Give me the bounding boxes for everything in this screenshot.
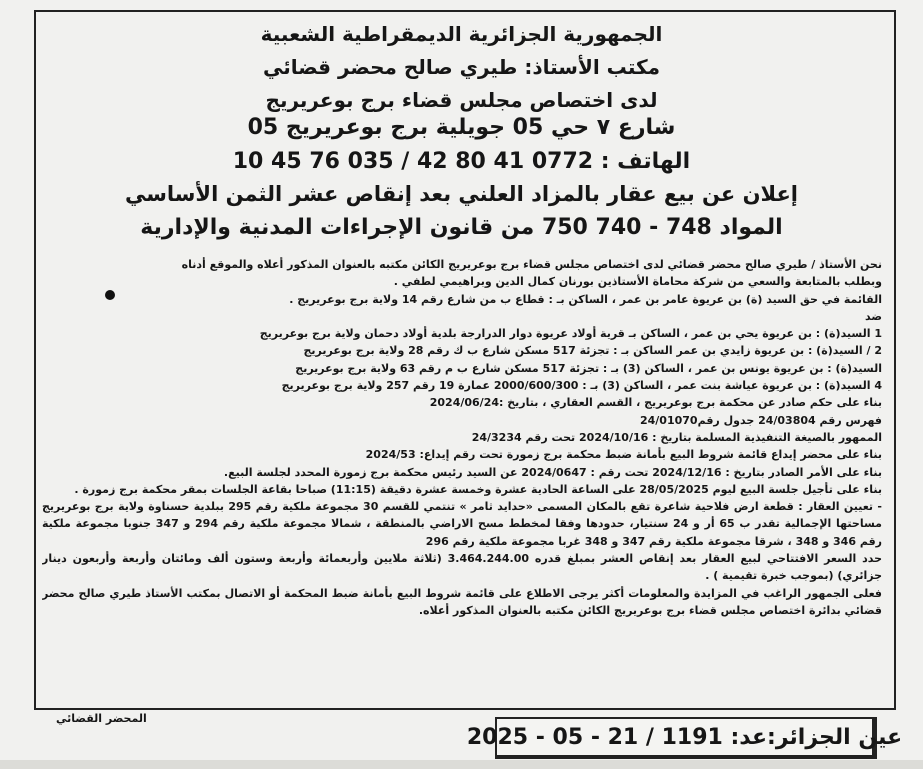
body-line: - تعيين العقار : قطعة ارض فلاحية شاعرة تقع بالمكان المسمى «حدايد ثامر » تنتمي للقسم 30 مجموعة ملكية رقم 295 ببلدية حسناوة ولاية برج بوعريريج مساحتها الإجمالية تقدر ب 65 أر و 24 سنتيار، حدودها وفقا لمخطط مسح الاراضي بالمنطقة ، شمالا مجموعة ملكية رقم 294 و 347 جنوبا مجموعة ملكية رقم 346 و 348 ، شرقا مجموعة ملكية رقم 347 و 348 غربا مجموعة ملكية رقم 296 — [42, 500, 882, 548]
body-line: 1 السيد(ة) : بن عريوة يحي بن عمر ، الساكن بـ قرية أولاد عريوة دوار الدرارجة بلدية أولاد دحمان ولاية برج بوعريريج — [259, 327, 882, 341]
header-office: مكتب الأستاذ: طيري صالح محضر قضائي — [262, 55, 661, 79]
body-line: القائمة في حق السيد (ة) بن عريوة عامر بن عمر ، الساكن بـ : قطاع ب من شارع رقم 14 ولاية برج بوعريريج . — [289, 292, 882, 306]
body-line: حدد السعر الافتتاحي لبيع العقار بعد إنقاص العشر بمبلغ قدره 3.464.244.00 (ثلاثة ملايين وأربعمائة وأربعة وستون ألف ومائتان وأربعة وأربعون دينار جزائري) (بموجب خبرة تقيمية ) . — [42, 552, 882, 583]
body-line: بناء على الأمر الصادر بتاريخ : 2024/12/16 تحت رقم : 2024/0647 عن السيد رئيس محكمة برج زمورة المحدد لجلسة البيع. — [223, 465, 882, 479]
notice-articles: المواد 748 - 740 750 من قانون الإجراءات المدنية والإدارية — [140, 215, 783, 240]
body-line: الممهور بالصيغة التنفيذية المسلمة بتاريخ : 2024/10/16 تحت رقم 24/3234 — [471, 430, 882, 444]
body-line: فهرس رقم 24/03804 جدول رقم24/01070 — [639, 413, 882, 427]
header-address: 05 شارع ٧ حي 05 جويلية برج بوعريريج — [247, 115, 676, 140]
body-line: ضد — [865, 309, 882, 323]
body-line: 2 / السيد(ة) : بن عريوة زايدي بن عمر الساكن بـ : تجزئة 517 مسكن شارع ب ك رقم 28 ولاية برج بوعريريج — [303, 344, 882, 358]
body-line: نحن الأستاذ / طيري صالح محضر قضائي لدى اختصاص مجلس قضاء برج بوعريريج الكائن مكتبه بالعنوان المذكور أعلاه والموقع أدناه — [181, 258, 882, 271]
body-line: بناء على حكم صادر عن محكمة برج بوعريريج ، القسم العقاري ، بتاريخ :2024/06/24 — [429, 396, 882, 410]
body-line: فعلى الجمهور الراغب في المزايدة والمعلومات أكثر يرجى الاطلاع على قائمة شروط البيع بأمانة ضبط المحكمة أو الاتصال بمكتب الأستاذ طيري صالح محضر قضائي بدائرة اختصاص مجلس قضاء برج بوعريريج الكائن مكتبه بالعنوان المذكور أعلاه. — [42, 586, 882, 617]
header-phone: الهاتف : 0772 41 80 42 / 035 76 45 10 — [232, 149, 691, 174]
body-line: 4 السيد(ة) : بن عريوة عياشة بنت عمر ، الساكن (3) بـ : 2000/600/300 عمارة 19 رقم 257 ولاية برج بوعريريج — [281, 379, 882, 393]
notice-body — [42, 256, 882, 619]
signature-label: المحضر القضائي — [56, 712, 147, 725]
body-line: السيد(ة) : بن عريوة يونس بن عمر ، الساكن (3) بـ : تجزئة 517 مسكن شارع ب م رقم 63 ولاية برج بوعريريج — [295, 361, 882, 375]
publication-stamp: عين الجزائر:عد: 1191 / 21 - 05 - 2025 — [495, 717, 877, 759]
scan-edge — [0, 760, 923, 769]
body-line: وبطلب بالمتابعة والسعي من شركة محاماة الأستاذين بورنان كمال الدين وبراهيمي لطفي . — [393, 275, 882, 289]
notice-title: إعلان عن بيع عقار بالمزاد العلني بعد إنقاص عشر الثمن الأساسي — [125, 182, 798, 206]
body-line: بناء على تأجيل جلسة البيع ليوم 28/05/2025 على الساعة الحادية عشرة وخمسة عشرة دقيقة (11:15) صباحا بقاعة الجلسات بمقر محكمة برج زمورة . — [74, 482, 882, 496]
header-republic: الجمهورية الجزائرية الديمقراطية الشعبية — [260, 22, 663, 46]
body-line: بناء على محضر إيداع قائمة شروط البيع بأمانة ضبط محكمة برج زمورة تحت رقم إيداع: 2024/53 — [365, 448, 882, 462]
header-jurisdiction: لدى اختصاص مجلس قضاء برج بوعريريج — [265, 88, 658, 112]
